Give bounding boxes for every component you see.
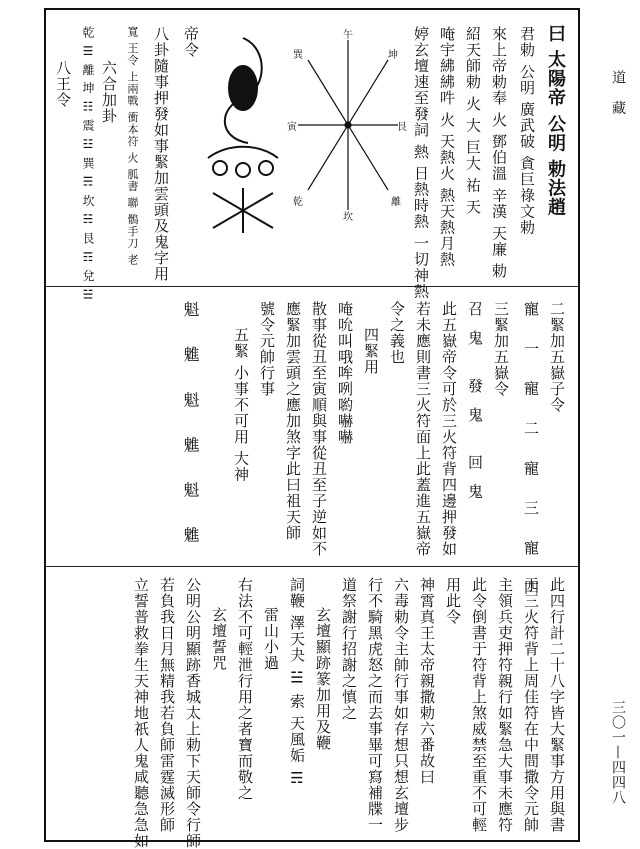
p1-col-3: 紹天師勅 火 大 巨大 祐 天 <box>464 26 482 215</box>
talisman-seal-icon <box>198 28 288 238</box>
p2-col-10: 應緊加雲頭之應加煞字此曰祖天師 <box>284 301 302 541</box>
p1-col-5: 婷玄壇速至發詞 熱 日熱時熱 一切神熱 <box>412 26 430 300</box>
p1-col-6: 帝令 <box>182 26 200 58</box>
p3-col-8: 道祭謝行招謝之慎之 <box>340 577 358 721</box>
p3-col-15: 若負我日月無精我若負師雷霆滅形師 <box>158 577 176 833</box>
page-number: 三〇一—四四八 <box>610 700 626 805</box>
label-qian: 乾 <box>293 197 303 208</box>
p3-col-0: 此四行計二十八字皆大緊事方用與書 <box>548 577 566 833</box>
p2-col-12: 五緊 小事不可用 大神 <box>232 327 250 483</box>
p1-col-4: 唵宇紼紼吽 火 天熱火 熱天熱月熱 <box>438 26 456 268</box>
p1-col-8: 寬 王令 上兩戰 衝本符 火 胍書 聯 鶻手刀 老 <box>126 26 139 266</box>
p3-col-16: 立誓普救拳生天神地祇人鬼咸聽急急如 <box>132 577 150 849</box>
p2-col-9: 散事從丑至寅順與事從丑至子逆如不 <box>310 301 328 557</box>
p2-col-3: 召鬼 發鬼 回鬼 <box>466 301 484 513</box>
label-xun: 巽 <box>293 50 303 61</box>
p2-col-8: 唵吮叫哦哞咧喲嚇嚇 <box>336 301 354 445</box>
p3-col-9: 玄壇顯跡篆加用及鞭 <box>314 607 332 751</box>
panel-bottom <box>46 567 578 849</box>
p1-col-0: 曰 太陽帝 公明 勅法趙 <box>545 24 566 217</box>
p3-col-10: 詞鞭 澤天夬 ☱ 索 天風姤 ☴ <box>288 577 306 788</box>
p3-col-1: 于三火符背上周佳符在中間撒令元帥 <box>522 577 540 833</box>
label-kun: 坤 <box>388 50 398 61</box>
p3-col-6: 六毒勅令主帥行事如存想只想玄壇步 <box>392 577 410 833</box>
p3-col-12: 右法不可輕泄行用之者寶而敬之 <box>236 577 254 801</box>
label-kan: 坎 <box>343 212 353 223</box>
p3-col-7: 行不騎黑虎怒之而去事畢可寫補牒一 <box>366 577 384 833</box>
p2-col-7: 四緊用 <box>362 327 380 375</box>
p1-col-1: 君勅 公明 廣武破 貪巨祿文勅 <box>518 26 536 236</box>
p1-col-9: 六合加卦 <box>100 60 118 124</box>
p3-col-3: 此令倒書于符背上煞威禁至重不可輕 <box>470 577 488 833</box>
p1-col-2: 來上帝勅奉 火 鄧伯溫 辛漢 天廉 勅 <box>490 26 508 279</box>
eight-direction-diagram <box>287 30 407 223</box>
p1-col-11: 八王令 <box>54 60 72 108</box>
p2-col-2: 三緊加五嶽令 <box>492 301 510 397</box>
side-title: 道 藏 <box>610 70 626 121</box>
p1-col-7: 八卦隨事押發如事緊加雲頭及鬼字用 <box>152 26 170 282</box>
p3-col-14: 公明公明顯跡香城太上勅下天師令行師 <box>184 577 202 849</box>
label-yin: 寅 <box>287 122 297 133</box>
p3-col-4: 用此令 <box>444 577 462 625</box>
p2-col-6: 令之義也 <box>388 301 406 365</box>
p3-col-13: 玄壇誓咒 <box>210 607 228 671</box>
p2-col-4: 此五嶽帝令可於三火符背四邊押發如 <box>440 301 458 557</box>
p3-col-5: 神霄真王太帝親撒勅六番故曰 <box>418 577 436 785</box>
p1-col-10: 乾 ☰ 離 坤 ☷ 震 ☳ 巽 ☴ 坎 ☵ 艮 ☶ 兌 ☱ <box>81 26 95 303</box>
p2-col-11: 號令元帥行事 <box>258 301 276 397</box>
panel-top <box>46 10 578 303</box>
label-li: 離 <box>391 197 401 208</box>
p3-col-11: 雷山小過 <box>262 607 280 671</box>
label-wu: 午 <box>343 30 353 41</box>
p2-col-0: 二緊加五嶽子令 <box>548 301 566 413</box>
p2-col-1: 寵 一 寵 二 寵 三 寵 四 <box>522 301 540 605</box>
label-gen: 艮 <box>397 122 407 133</box>
p2-col-5: 若未應則書三火符面上此蓋進五嶽帝 <box>414 301 432 557</box>
p3-col-2: 主領兵吏押符親行如緊急大事未應符 <box>496 577 514 833</box>
p2-col-13: 魁 魋 魁 魋 魁 魋 <box>181 301 200 555</box>
